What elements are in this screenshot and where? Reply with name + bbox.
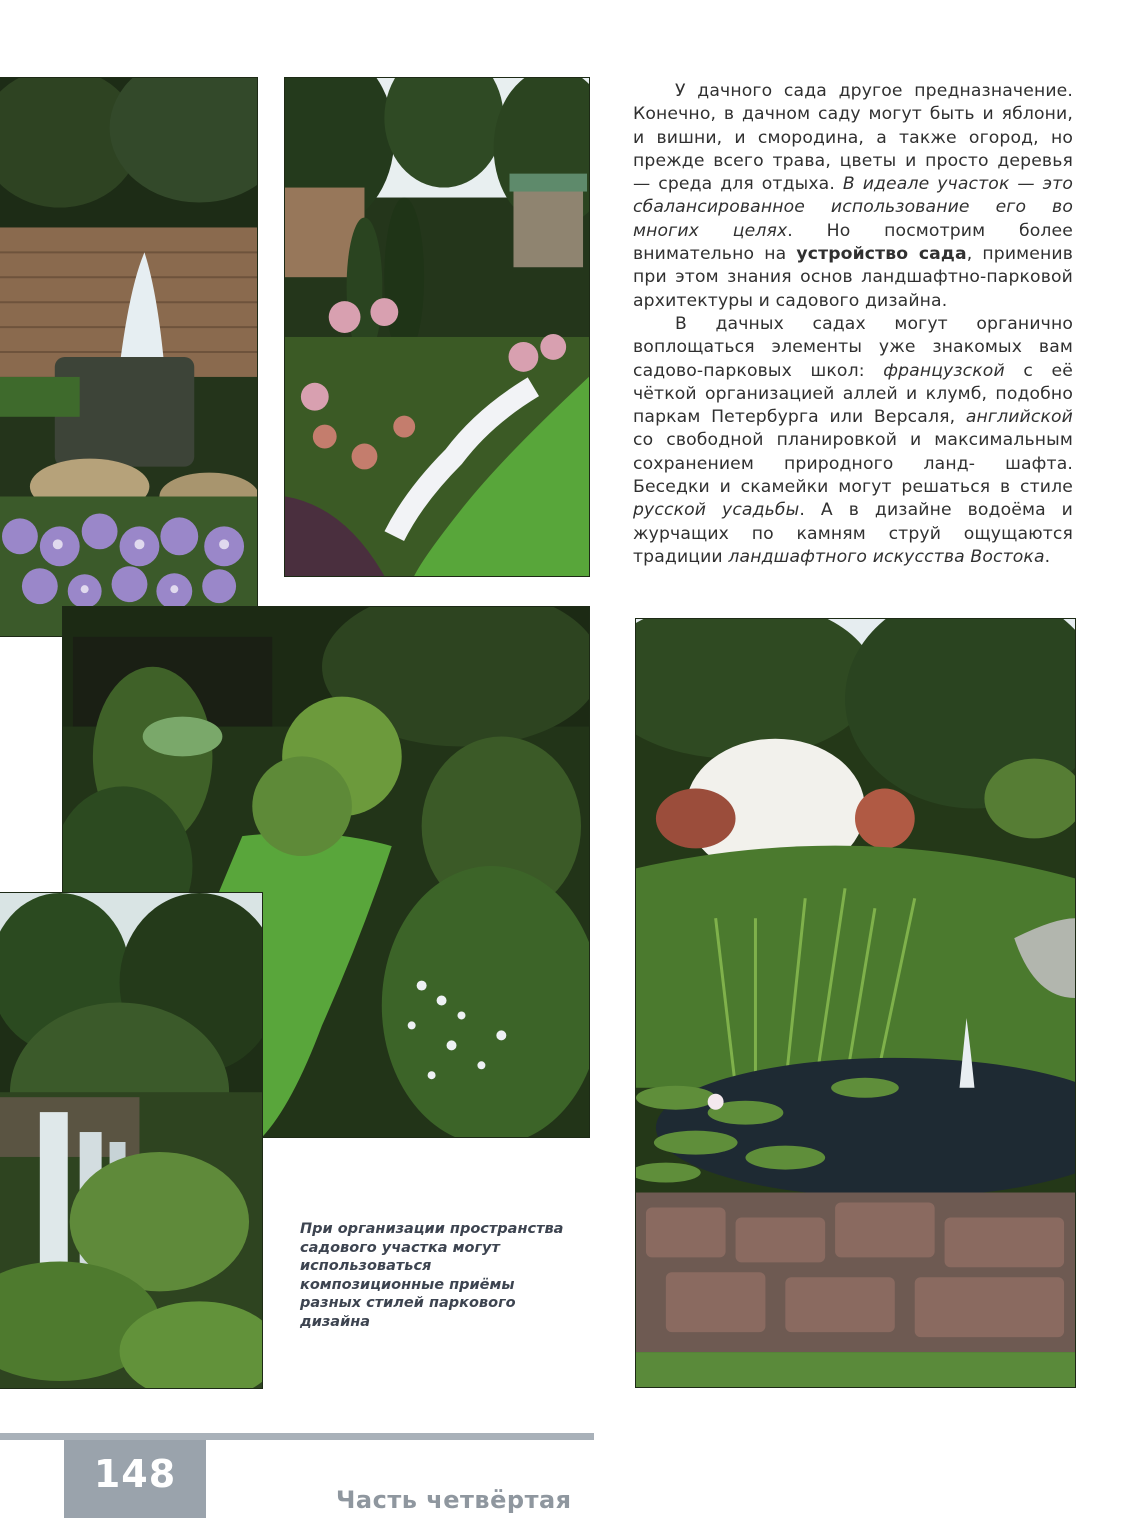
article-paragraph xyxy=(633,313,1073,569)
flower-border-photo xyxy=(284,77,590,577)
emphasis-text: В идеале участок — это сбалансированное использование его во многих целях xyxy=(633,174,1073,241)
article-paragraph xyxy=(633,80,1073,313)
text-run: . Но посмотрим более внимательно на xyxy=(633,220,1074,265)
text-run: . А в дизайне водоёма и журчащих по камням струй ощущаются традиции xyxy=(633,500,1073,567)
text-run: В дачных садах могут органично воплощаться элементы уже знакомых вам садово-парковых школ: xyxy=(633,313,1073,381)
pond-photo xyxy=(635,618,1076,1388)
fountain-garden-photo xyxy=(0,77,258,637)
page-number: 148 xyxy=(93,1452,177,1496)
article-text xyxy=(633,80,1073,569)
part-title: Часть четвёртая xyxy=(336,1486,572,1514)
text-run: с её чёткой организацией аллей и клумб, подобно паркам Петербурга или Версаля, xyxy=(633,360,1073,428)
footer-rule xyxy=(0,1433,594,1440)
emphasis-text: ландшафтного искусства Востока xyxy=(728,546,1045,567)
emphasis-text: русской усадьбы xyxy=(633,500,800,521)
text-run: , применив при этом знания основ ландшафтно-парковой архитектуры и садового дизайна. xyxy=(633,244,1074,311)
waterfall-photo xyxy=(0,892,263,1389)
emphasis-text: французской xyxy=(883,360,1005,381)
text-run: У дачного сада другое предназначение. Конечно, в дачном саду могут быть и яблони, и вишни, и смородина, а также огород, но прежде всего трава, цветы и просто деревья — среда для отдыха. xyxy=(633,81,1073,195)
emphasis-text: английской xyxy=(965,407,1073,428)
photo-caption: При организации пространства садового участка могут использоваться композиционные приёмы разных стилей паркового дизайна xyxy=(300,1221,564,1330)
text-run: . xyxy=(1044,546,1051,567)
bold-term: устройство сада xyxy=(796,244,967,265)
text-run: со свободной планировкой и максимальным сохранением природного ланд- шафта. Беседки и скамейки могут решаться в стиле xyxy=(633,430,1073,498)
